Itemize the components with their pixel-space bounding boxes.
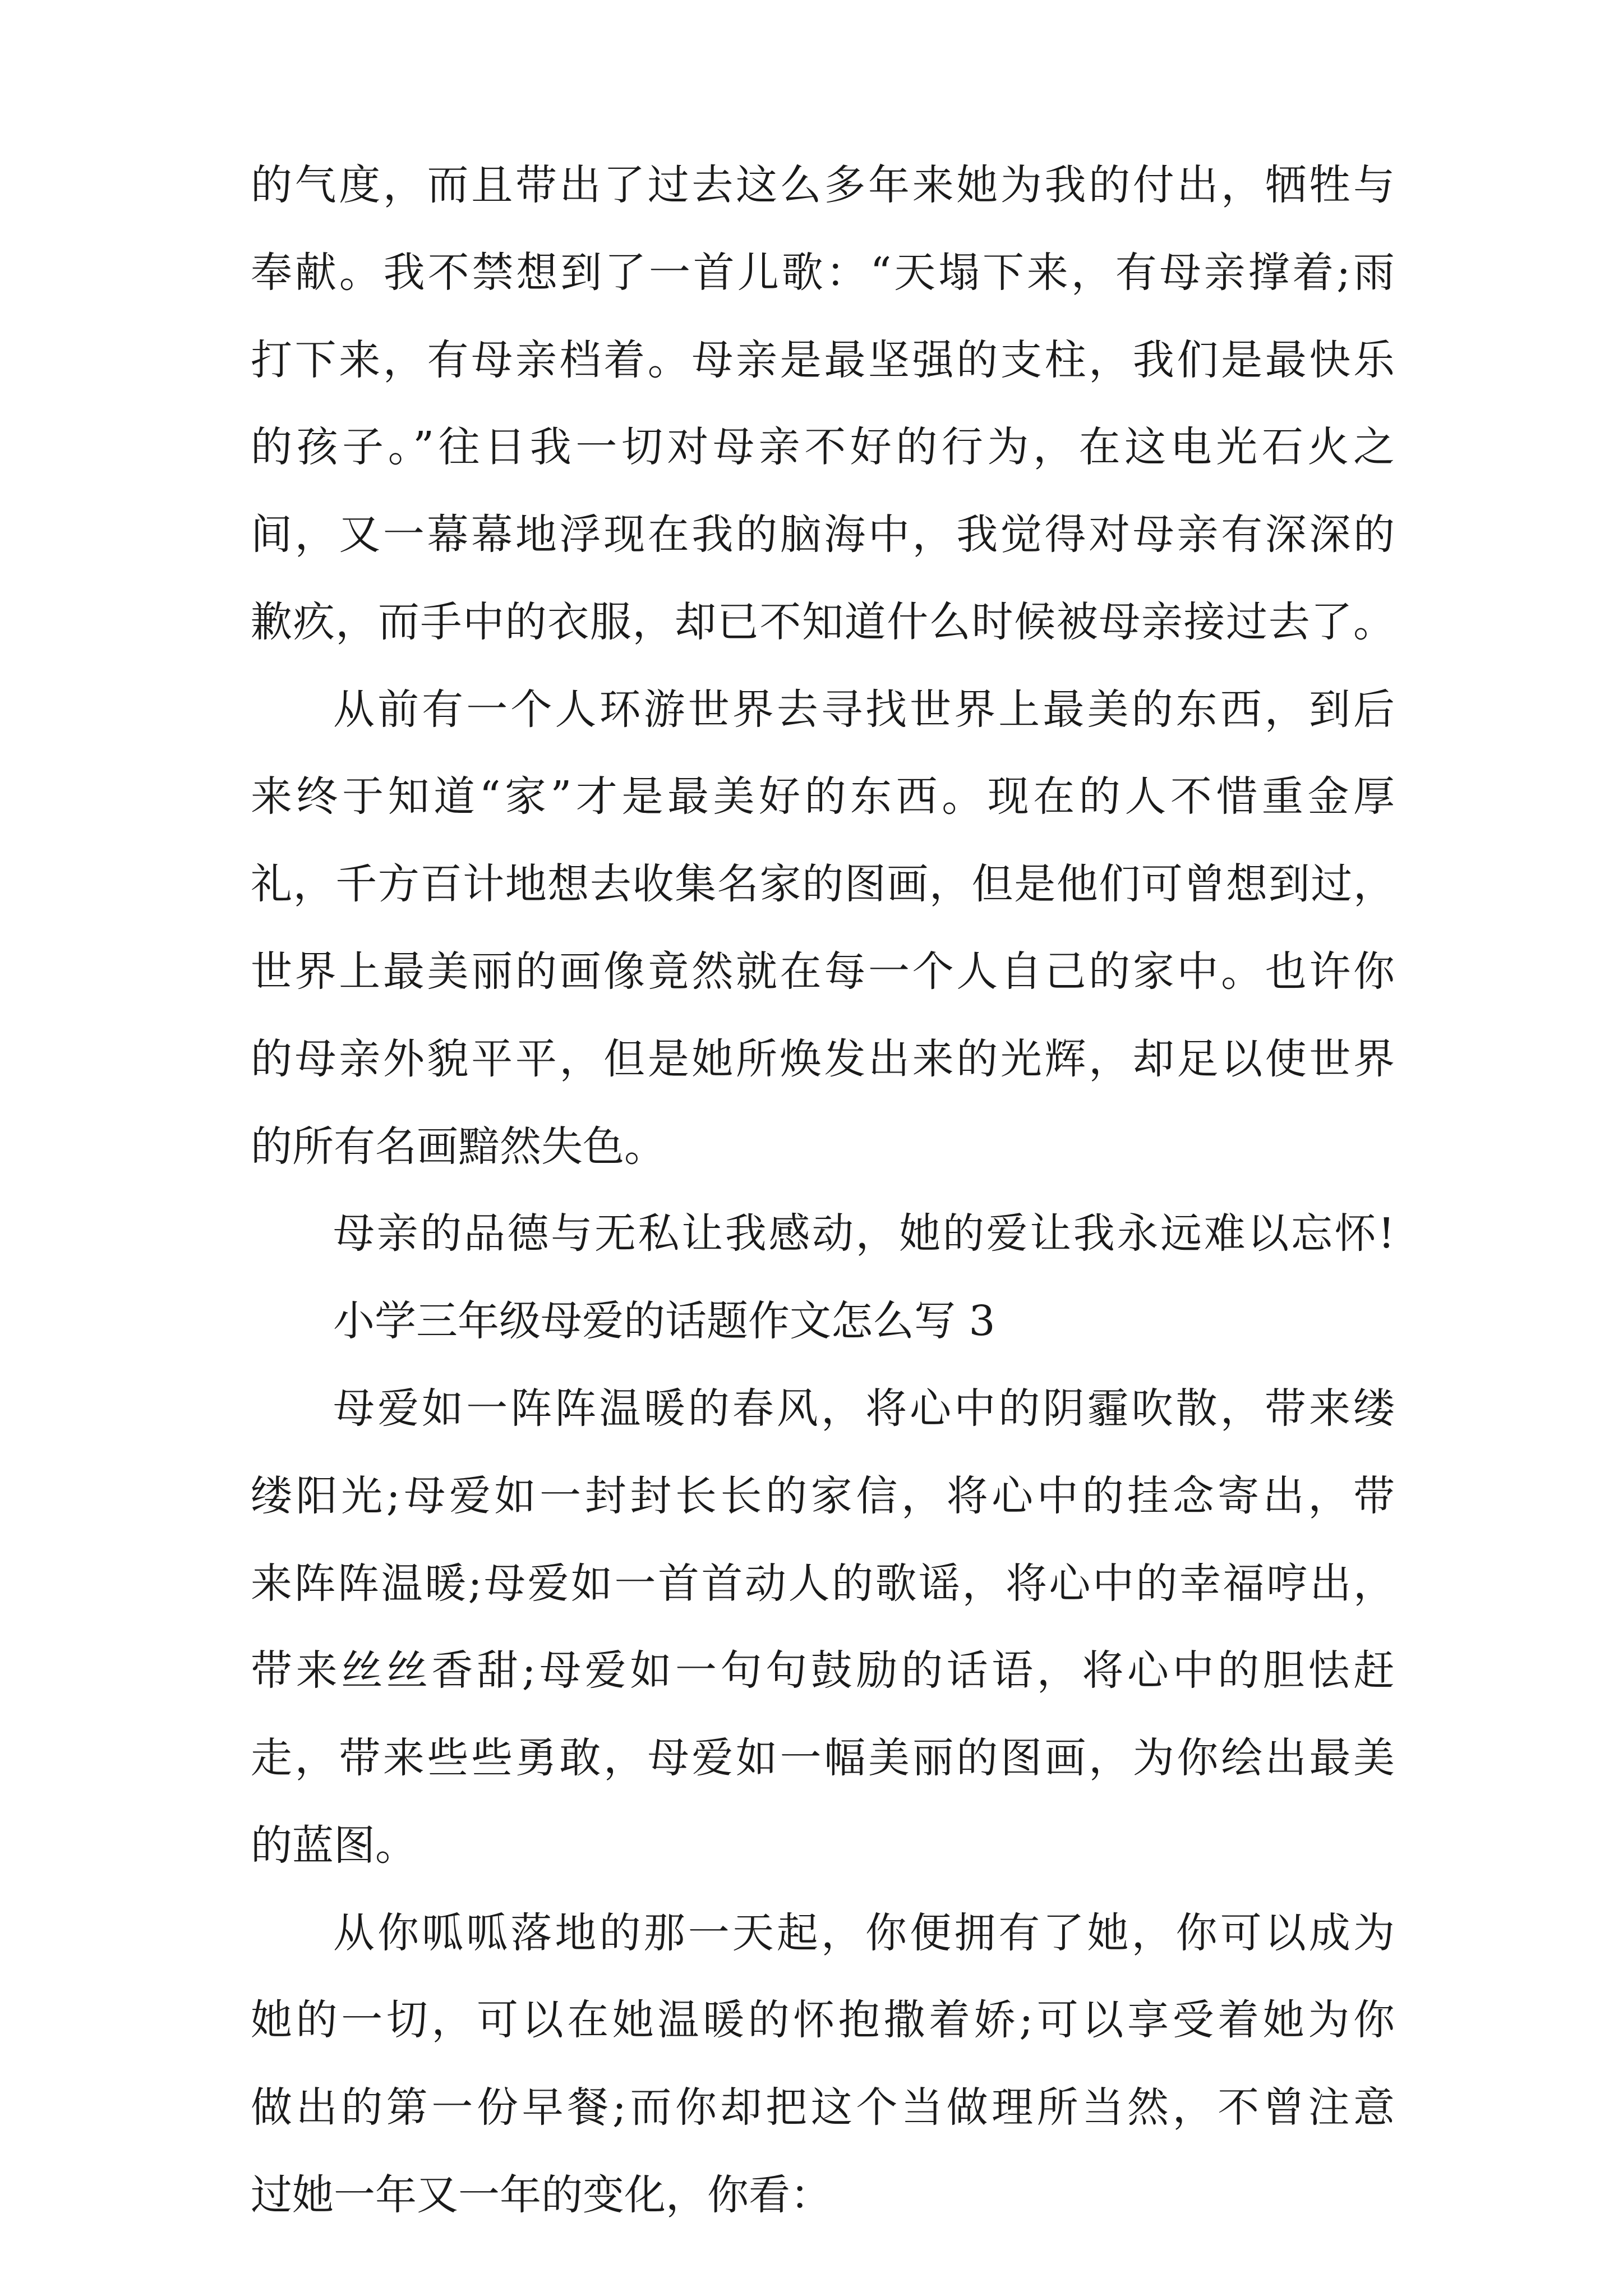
text-line: 做出的第一份早餐;而你却把这个当做理所当然，不曾注意 xyxy=(251,2083,1395,2132)
text-line: 礼，千方百计地想去收集名家的图画，但是他们可曾想到过， xyxy=(251,860,1395,908)
text-line: 从前有一个人环游世界去寻找世界上最美的东西，到后 xyxy=(333,685,1395,734)
text-line: 缕阳光;母爱如一封封长长的家信，将心中的挂念寄出，带 xyxy=(251,1472,1395,1520)
text-line: 的蓝图。 xyxy=(251,1821,417,1870)
text-line: 的母亲外貌平平，但是她所焕发出来的光辉，却足以使世界 xyxy=(251,1035,1395,1083)
text-line: 母爱如一阵阵温暖的春风，将心中的阴霾吹散，带来缕 xyxy=(333,1384,1395,1433)
text-line: 走，带来些些勇敢，母爱如一幅美丽的图画，为你绘出最美 xyxy=(251,1734,1395,1782)
text-line: 她的一切，可以在她温暖的怀抱撒着娇;可以享受着她为你 xyxy=(251,1996,1395,2044)
text-line: 的气度，而且带出了过去这么多年来她为我的付出，牺牲与 xyxy=(251,161,1395,209)
text-line: 间，又一幕幕地浮现在我的脑海中，我觉得对母亲有深深的 xyxy=(251,510,1395,559)
text-line: 歉疚，而手中的衣服，却已不知道什么时候被母亲接过去了。 xyxy=(251,598,1395,646)
text-line: 奉献。我不禁想到了一首儿歌：“天塌下来，有母亲撑着;雨 xyxy=(251,249,1395,297)
text-line: 母亲的品德与无私让我感动，她的爱让我永远难以忘怀! xyxy=(333,1209,1395,1258)
text-line: 过她一年又一年的变化，你看： xyxy=(251,2171,832,2219)
section-title-text: 小学三年级母爱的话题作文怎么写 3 xyxy=(333,1297,995,1345)
text-line: 世界上最美丽的画像竟然就在每一个人自己的家中。也许你 xyxy=(251,947,1395,996)
text-line: 来阵阵温暖;母爱如一首首动人的歌谣，将心中的幸福哼出， xyxy=(251,1559,1395,1608)
text-line: 的孩子。”往日我一切对母亲不好的行为，在这电光石火之 xyxy=(251,423,1395,471)
text-line: 的所有名画黯然失色。 xyxy=(251,1122,666,1171)
text-line: 打下来，有母亲档着。母亲是最坚强的支柱，我们是最快乐 xyxy=(251,336,1395,384)
text-line: 来终于知道“家”才是最美好的东西。现在的人不惜重金厚 xyxy=(251,772,1395,821)
text-line: 从你呱呱落地的那一天起，你便拥有了她，你可以成为 xyxy=(333,1909,1395,1957)
text-line: 带来丝丝香甜;母爱如一句句鼓励的话语，将心中的胆怯赶 xyxy=(251,1646,1395,1695)
